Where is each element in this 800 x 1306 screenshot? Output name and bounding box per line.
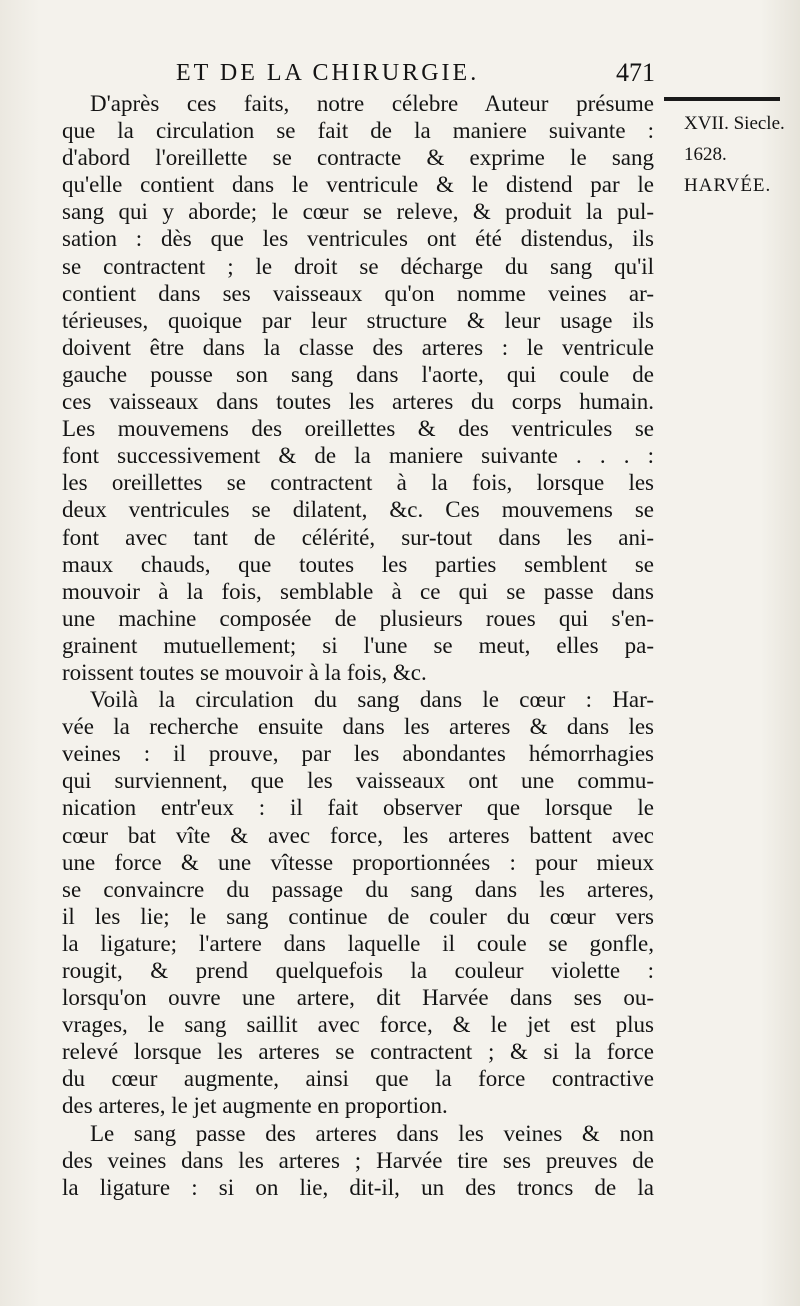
text-line: vrages, le sang saillit avec force, & le jet est plus — [62, 1012, 654, 1038]
running-head: ET DE LA CHIRURGIE. — [176, 60, 480, 86]
text-line: nication entr'eux : il fait observer que lorsque le — [62, 795, 654, 821]
text-line: qui surviennent, que les vaisseaux ont une commu- — [62, 768, 654, 794]
text-line: la ligature : si on lie, dit-il, un des troncs de la — [62, 1174, 654, 1200]
text-line: mouvoir à la fois, semblable à ce qui se passe dans — [62, 578, 654, 604]
margin-note-name: HARVÉE. — [684, 175, 772, 196]
text-line: des arteres, le jet augmente en proportion. — [62, 1093, 448, 1119]
text-line: du cœur augmente, ainsi que la force contractive — [62, 1066, 654, 1092]
text-line: la ligature; l'artere dans laquelle il coule se gonfle, — [62, 930, 654, 956]
text-line: sation : dès que les ventricules ont été distendus, ils — [62, 226, 654, 252]
text-line: il les lie; le sang continue de couler du cœur vers — [62, 903, 654, 929]
text-line: térieuses, quoique par leur structure & leur usage ils — [62, 307, 654, 333]
body-text — [62, 90, 654, 1201]
text-line: relevé lorsque les arteres se contractent ; & si la force — [62, 1039, 654, 1065]
text-line: doivent être dans la classe des arteres : le ventricule — [62, 334, 654, 360]
margin-note — [684, 108, 796, 201]
text-line: des veines dans les arteres ; Harvée tire ses preuves de — [62, 1147, 654, 1173]
text-line: maux chauds, que toutes les parties semblent se — [62, 551, 654, 577]
text-line: rougit, & prend quelquefois la couleur violette : — [62, 958, 654, 983]
text-line: que la circulation se fait de la maniere suivante : — [62, 118, 654, 144]
text-line: font avec tant de célérité, sur-tout dans les ani- — [62, 524, 654, 550]
text-line: roissent toutes se mouvoir à la fois, &c. — [62, 659, 427, 685]
text-line: les oreillettes se contractent à la fois, lorsque les — [62, 470, 654, 496]
text-line: font successivement & de la maniere suivante . . . : — [62, 443, 654, 469]
text-line: une machine composée de plusieurs roues qui s'en- — [62, 605, 654, 631]
text-line: deux ventricules se dilatent, &c. Ces mouvemens se — [62, 497, 654, 523]
text-line: sang qui y aborde; le cœur se releve, & produit la pul- — [62, 199, 654, 225]
margin-note-century: XVII. Siecle. — [684, 113, 785, 134]
text-line: cœur bat vîte & avec force, les arteres battent avec — [62, 822, 654, 848]
text-line: d'abord l'oreillette se contracte & exprime le sang — [62, 145, 654, 171]
text-line: lorsqu'on ouvre une artere, dit Harvée dans ses ou- — [62, 985, 654, 1011]
text-line: Le sang passe des arteres dans les veines & non — [90, 1120, 654, 1146]
text-line: ces vaisseaux dans toutes les arteres du corps humain. — [62, 389, 654, 415]
margin-note-year: 1628. — [684, 144, 727, 165]
text-line: se contractent ; le droit se décharge du sang qu'il — [62, 253, 654, 279]
text-line: Voilà la circulation du sang dans le cœur : Har- — [90, 687, 654, 713]
text-line: gauche pousse son sang dans l'aorte, qui coule de — [62, 361, 654, 387]
margin-rule — [664, 97, 780, 101]
text-line: qu'elle contient dans le ventricule & le distend par le — [62, 172, 654, 198]
text-line: grainent mutuellement; si l'une se meut, elles pa- — [62, 632, 654, 658]
text-line: vée la recherche ensuite dans les arteres & dans les — [62, 714, 654, 740]
text-line: contient dans ses vaisseaux qu'on nomme veines ar- — [62, 280, 654, 306]
text-line: une force & une vîtesse proportionnées : pour mieux — [62, 849, 654, 875]
text-line: veines : il prouve, par les abondantes hémorrhagies — [62, 741, 654, 767]
page-number: 471 — [616, 58, 655, 87]
text-line: se convaincre du passage du sang dans les arteres, — [62, 876, 654, 902]
text-line: Les mouvemens des oreillettes & des ventricules se — [62, 416, 654, 442]
page-header — [60, 56, 660, 92]
text-line: D'après ces faits, notre célebre Auteur présume — [90, 91, 654, 116]
